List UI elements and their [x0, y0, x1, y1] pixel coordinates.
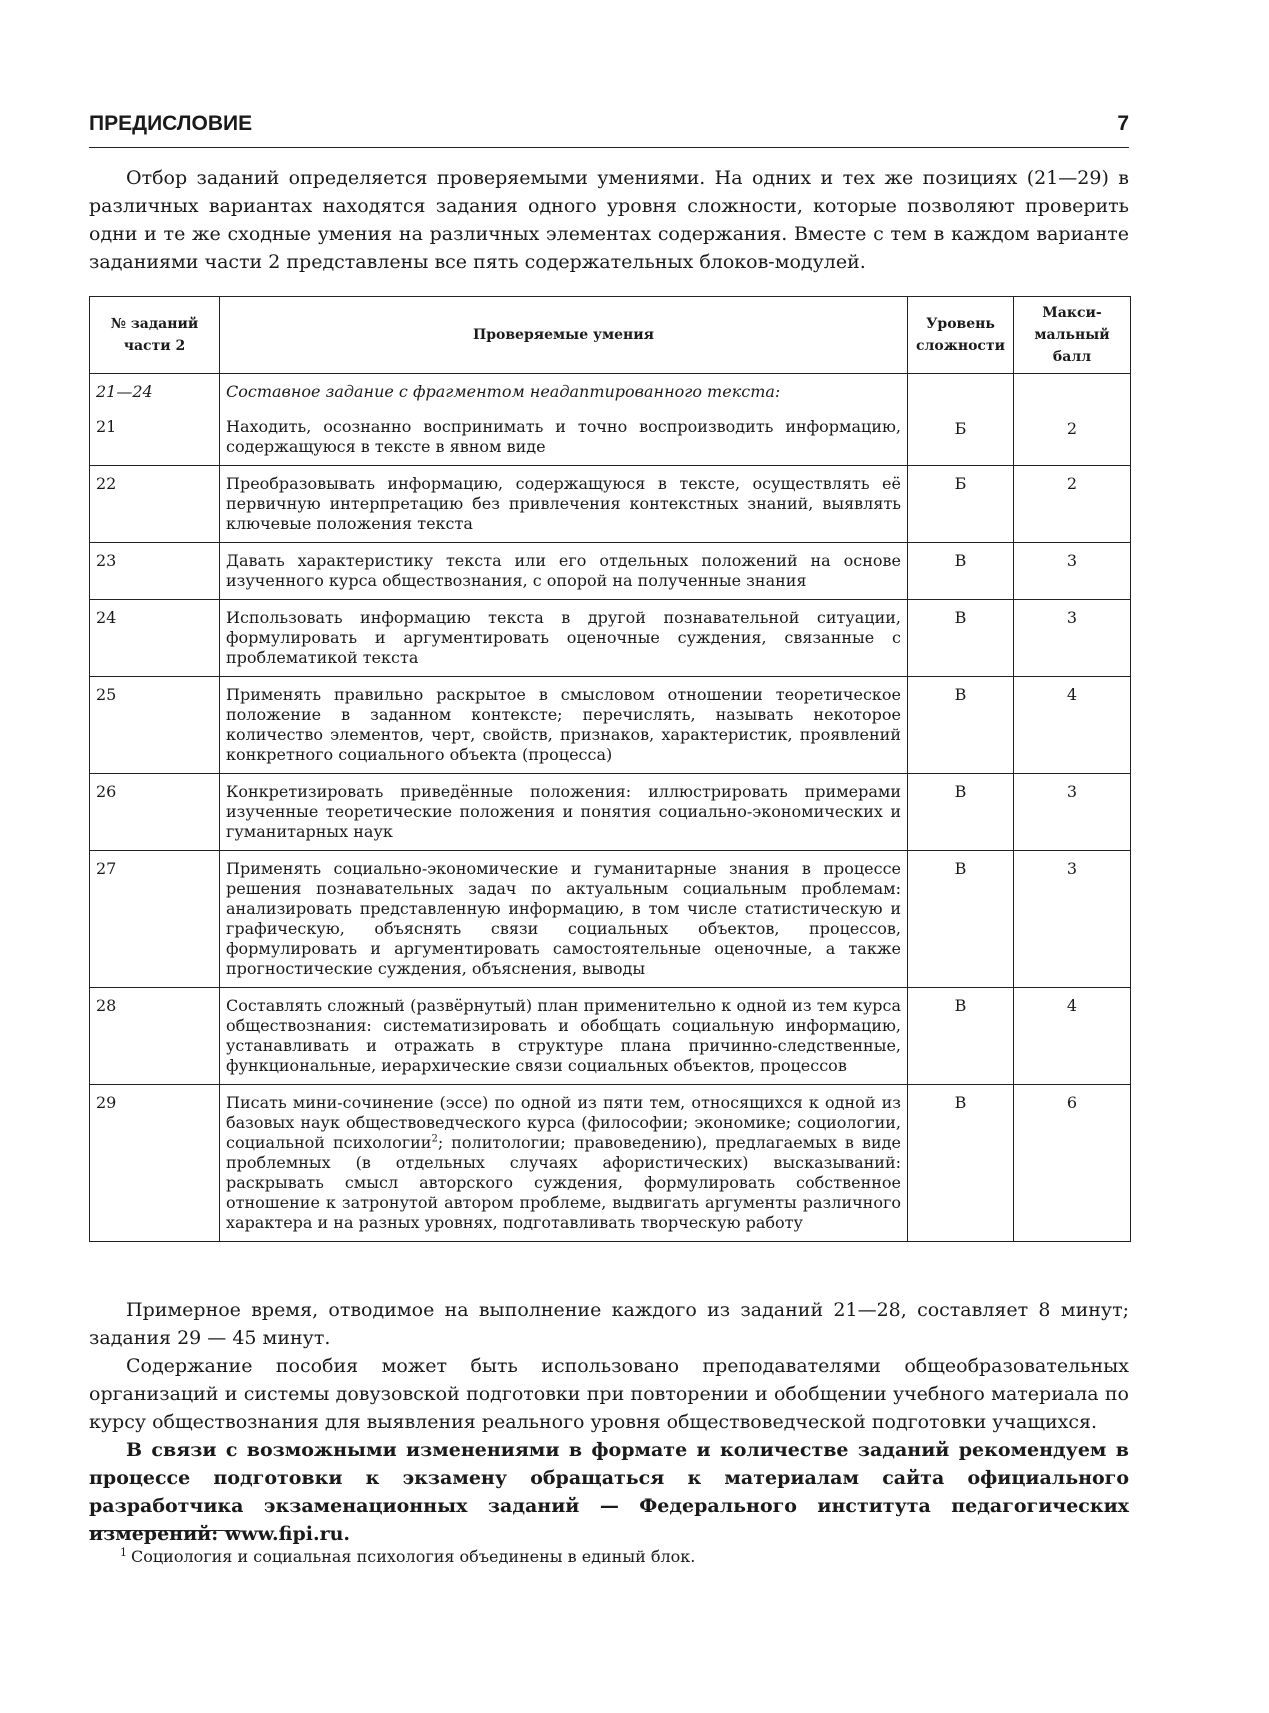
task-number-cell: 25: [90, 677, 220, 774]
skill-cell: Применять правильно раскрытое в смысловом отношении теоретическое положение в заданном контексте; перечислять, называть некоторое количество элементов, черт, свойств, признаков, характеристик, проявлений конкретного социального объекта (процесса): [220, 677, 908, 774]
table-row: [90, 988, 1131, 1085]
group-range: 21—24: [96, 382, 153, 401]
difficulty-cell: В: [908, 543, 1014, 600]
skill-cell: Преобразовывать информацию, содержащуюся в тексте, осуществлять её первичную интерпретацию без привлечения контекстных знаний, выявлять ключевые положения текста: [220, 466, 908, 543]
header-rule: [89, 147, 1129, 148]
skill-text-end: ; политологии; правоведению), предлагаемых в виде проблемных (в отдельных случаях афористических) высказываний: раскрывать смысл авторского суждения, формулировать собственное отношение к затронутой автором проблеме, выдвигать аргументы различного характера и на разных уровнях, подготавливать творческую работу: [226, 1133, 901, 1232]
table-row: [90, 1085, 1131, 1242]
header-task-number: № заданий части 2: [90, 297, 220, 374]
points-cell: 4: [1014, 677, 1131, 774]
task-number-cell: 29: [90, 1085, 220, 1242]
footnote-rule: [89, 1530, 239, 1531]
skill-cell: Применять социально-экономические и гуманитарные знания в процессе решения познавательных задач по актуальным социальным проблемам: анализировать представленную информацию, в том числе статистическую и графическую, объяснять связи социальных объектов, процессов, формулировать и аргументировать самостоятельные оценочные, а также прогностические суждения, объяснения, выводы: [220, 851, 908, 988]
header-difficulty: Уровень сложности: [908, 297, 1014, 374]
skill-cell: Составлять сложный (развёрнутый) план применительно к одной из тем курса обществознания: систематизировать и обобщать социальную информацию, устанавливать и отражать в структуре плана причинно-следственные, функциональные, иерархические связи социальных объектов, процессов: [220, 988, 908, 1085]
footnote-text: Социология и социальная психология объединены в единый блок.: [131, 1547, 696, 1566]
table-row: [90, 466, 1131, 543]
time-paragraph-text: Примерное время, отводимое на выполнение каждого из заданий 21—28, составляет 8 минут; задания 29 — 45 минут.: [89, 1299, 1129, 1349]
points-cell: 3: [1014, 600, 1131, 677]
table-row: [90, 374, 1131, 466]
section-title: ПРЕДИСЛОВИЕ: [89, 112, 253, 135]
difficulty-cell: Б: [908, 466, 1014, 543]
task-number: 21: [96, 417, 117, 436]
time-paragraph: [89, 1296, 1129, 1352]
group-title: Составное задание с фрагментом неадаптированного текста:: [226, 382, 781, 401]
points-cell: 6: [1014, 1085, 1131, 1242]
points-cell: 2: [1014, 374, 1131, 466]
header-skills: Проверяемые умения: [220, 297, 908, 374]
difficulty-cell: В: [908, 677, 1014, 774]
difficulty-cell: В: [908, 851, 1014, 988]
points-cell: 4: [1014, 988, 1131, 1085]
task-number-cell: 22: [90, 466, 220, 543]
usage-paragraph-text: Содержание пособия может быть использовано преподавателями общеобразовательных организаций и системы довузовской подготовки при повторении и обобщении учебного материала по курсу обществознания для выявления реального уровня обществоведческой подготовки учащихся.: [89, 1355, 1129, 1433]
usage-paragraph: [89, 1352, 1129, 1436]
table-row: [90, 677, 1131, 774]
difficulty-cell: В: [908, 988, 1014, 1085]
skill-cell: Конкретизировать приведённые положения: иллюстрировать примерами изученные теоретические положения и понятия социально-экономических и гуманитарных наук: [220, 774, 908, 851]
intro-paragraph-text: Отбор заданий определяется проверяемыми умениями. На одних и тех же позициях (21—29) в различных вариантах находятся задания одного уровня сложности, которые позволяют проверить одни и те же сходные умения на различных элементах содержания. Вместе с тем в каждом варианте заданиями части 2 представлены все пять содержательных блоков-модулей.: [89, 167, 1129, 273]
skill-cell: Использовать информацию текста в другой познавательной ситуации, формулировать и аргументировать оценочные суждения, связанные с проблематикой текста: [220, 600, 908, 677]
points-cell: 3: [1014, 851, 1131, 988]
task-number-cell: 26: [90, 774, 220, 851]
page-number: 7: [1117, 112, 1129, 135]
table-row: [90, 543, 1131, 600]
recommendation-paragraph: [89, 1436, 1129, 1548]
footnote-reference: 2: [431, 1133, 438, 1145]
footnote-marker: 1: [120, 1545, 127, 1559]
skill-cell: [220, 374, 908, 466]
difficulty-cell: В: [908, 600, 1014, 677]
skill-text-start: Писать мини-сочинение (эссе) по одной из пяти тем, относящихся к одной из базовых наук обществоведческого курса (философии; экономике; социологии, социальной психологии: [226, 1093, 901, 1152]
skill-cell: Давать характеристику текста или его отдельных положений на основе изученного курса обществознания, с опорой на полученные знания: [220, 543, 908, 600]
difficulty-cell: В: [908, 774, 1014, 851]
points-cell: 3: [1014, 543, 1131, 600]
table-row: [90, 851, 1131, 988]
task-number-cell: [90, 374, 220, 466]
points-cell: 3: [1014, 774, 1131, 851]
tasks-table: [89, 296, 1131, 1242]
table-row: [90, 600, 1131, 677]
skill-cell: [220, 1085, 908, 1242]
header-max-points: Макси-мальный балл: [1014, 297, 1131, 374]
task-number-cell: 23: [90, 543, 220, 600]
recommendation-paragraph-text: В связи с возможными изменениями в формате и количестве заданий рекомендуем в процессе подготовки к экзамену обращаться к материалам сайта официального разработчика экзаменационных заданий — Федерального института педагогических измерений: www.fipi.ru.: [89, 1439, 1129, 1545]
running-header: [89, 112, 1129, 136]
table-header-row: [90, 297, 1131, 374]
difficulty-cell: Б: [908, 374, 1014, 466]
difficulty-cell: В: [908, 1085, 1014, 1242]
task-number-cell: 24: [90, 600, 220, 677]
table-row: [90, 774, 1131, 851]
intro-paragraph: [89, 164, 1129, 276]
footnote: [120, 1546, 695, 1568]
points-cell: 2: [1014, 466, 1131, 543]
task-number-cell: 27: [90, 851, 220, 988]
task-number-cell: 28: [90, 988, 220, 1085]
skill-text: Находить, осознанно воспринимать и точно воспроизводить информацию, содержащуюся в тексте в явном виде: [226, 417, 901, 456]
